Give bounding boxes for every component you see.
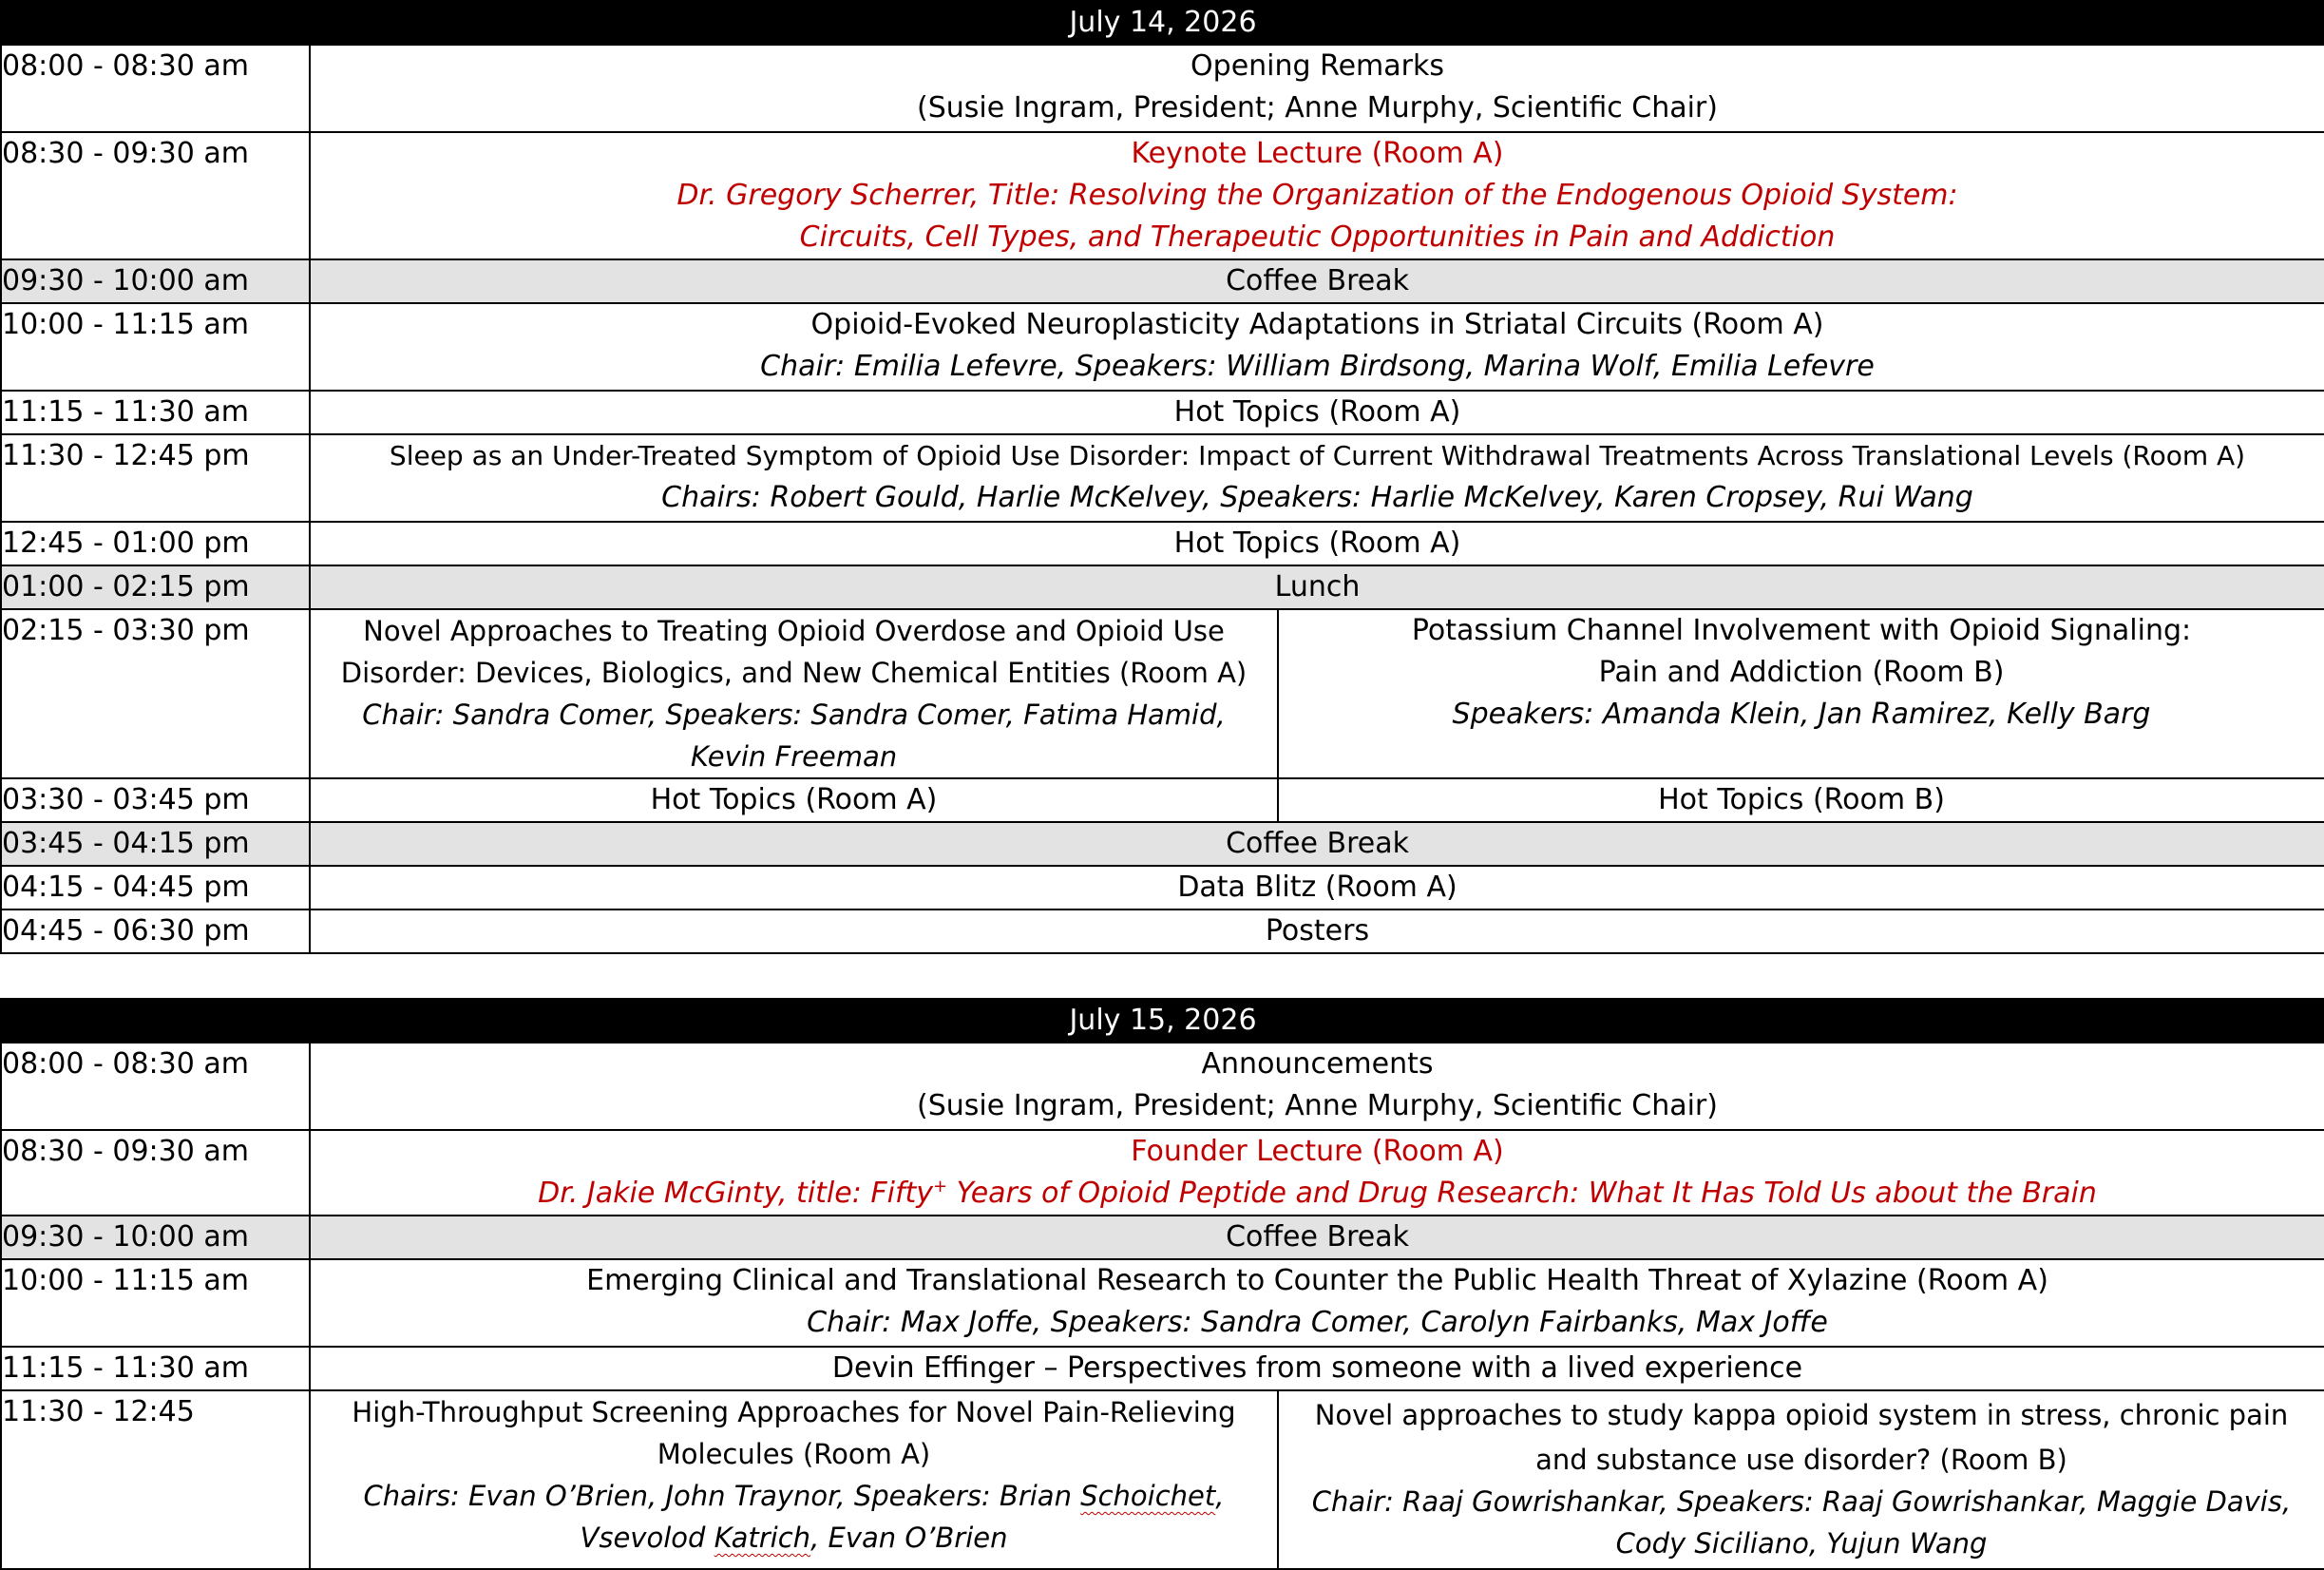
event-detail: (Susie Ingram, President; Anne Murphy, Scientific Chair) xyxy=(917,1089,1718,1122)
event-detail: Chair: Sandra Comer, Speakers: Sandra Comer, Fatima Hamid, xyxy=(362,699,1226,731)
detail-text: , xyxy=(1215,1480,1225,1512)
time-slot: 02:15 - 03:30 pm xyxy=(1,609,310,778)
detail-text: Vsevolod xyxy=(580,1522,714,1554)
event-detail: Chairs: Robert Gould, Harlie McKelvey, Speakers: Harlie McKelvey, Karen Cropsey, Rui Wang xyxy=(661,481,1973,514)
event-title: Opioid-Evoked Neuroplasticity Adaptations in Striatal Circuits (Room A) xyxy=(810,308,1824,341)
event-title: High-Throughput Screening Approaches for Novel Pain-Relieving xyxy=(352,1396,1236,1428)
time-slot: 11:30 - 12:45 xyxy=(1,1390,310,1569)
event-title: Data Blitz (Room A) xyxy=(310,866,2324,909)
event-title: Lunch xyxy=(310,565,2324,609)
schedule-row xyxy=(1,132,2324,259)
event-title: Molecules (Room A) xyxy=(657,1438,931,1470)
time-slot: 10:00 - 11:15 am xyxy=(1,1259,310,1347)
time-slot: 03:45 - 04:15 pm xyxy=(1,822,310,866)
time-slot: 03:30 - 03:45 pm xyxy=(1,778,310,822)
event-detail: Speakers: Amanda Klein, Jan Ramirez, Kelly Barg xyxy=(1452,698,2151,731)
schedule-row-break xyxy=(1,822,2324,866)
spellcheck-word: Schoichet xyxy=(1080,1480,1216,1512)
schedule-row xyxy=(1,1347,2324,1390)
event-title: Hot Topics (Room A) xyxy=(310,391,2324,434)
time-slot: 10:00 - 11:15 am xyxy=(1,303,310,391)
schedule-row-break xyxy=(1,565,2324,609)
event-title: Novel Approaches to Treating Opioid Overdose and Opioid Use xyxy=(363,615,1225,647)
event-title: Coffee Break xyxy=(310,1216,2324,1259)
time-slot: 12:45 - 01:00 pm xyxy=(1,522,310,565)
schedule-row xyxy=(1,45,2324,132)
event-title: Devin Effinger – Perspectives from someone with a lived experience xyxy=(310,1347,2324,1390)
schedule-day-2 xyxy=(0,998,2324,1570)
schedule-row xyxy=(1,434,2324,522)
schedule-row xyxy=(1,303,2324,391)
event-title: Sleep as an Under-Treated Symptom of Opioid Use Disorder: Impact of Current Withdrawal Treatments Across Translational Levels (Room A) xyxy=(389,440,2246,471)
event-cell xyxy=(310,45,2324,132)
time-slot: 08:00 - 08:30 am xyxy=(1,45,310,132)
event-title: Posters xyxy=(310,909,2324,953)
event-title: Potassium Channel Involvement with Opioid Signaling: xyxy=(1411,614,2192,647)
time-slot: 11:30 - 12:45 pm xyxy=(1,434,310,522)
event-detail: Kevin Freeman xyxy=(690,740,898,773)
time-slot: 11:15 - 11:30 am xyxy=(1,1347,310,1390)
detail-text: Chairs: Evan O’Brien, John Traynor, Speakers: Brian xyxy=(363,1480,1081,1512)
event-cell xyxy=(310,1259,2324,1347)
event-detail xyxy=(311,1475,1277,1517)
day-header: July 15, 2026 xyxy=(1,999,2324,1043)
event-cell xyxy=(310,434,2324,522)
event-cell-room-a xyxy=(310,1390,1278,1569)
time-slot: 01:00 - 02:15 pm xyxy=(1,565,310,609)
time-slot: 08:30 - 09:30 am xyxy=(1,1130,310,1216)
event-title: Hot Topics (Room A) xyxy=(310,778,1278,822)
schedule-row xyxy=(1,1259,2324,1347)
detail-text: Dr. Jakie McGinty, title: Fifty xyxy=(538,1177,934,1210)
founder-lecture-cell xyxy=(310,1130,2324,1216)
event-detail: Chair: Raaj Gowrishankar, Speakers: Raaj Gowrishankar, Maggie Davis, xyxy=(1311,1485,2292,1518)
event-detail xyxy=(311,1173,2324,1215)
time-slot: 09:30 - 10:00 am xyxy=(1,1216,310,1259)
event-cell-room-a xyxy=(310,609,1278,778)
event-title: Pain and Addiction (Room B) xyxy=(1598,656,2005,689)
event-detail xyxy=(311,1517,1277,1559)
event-title: Opening Remarks xyxy=(1191,49,1444,83)
time-slot: 09:30 - 10:00 am xyxy=(1,259,310,303)
event-detail: Cody Siciliano, Yujun Wang xyxy=(1615,1527,1988,1560)
schedule-row xyxy=(1,609,2324,778)
superscript-plus: + xyxy=(933,1177,948,1197)
event-cell xyxy=(310,1043,2324,1130)
event-detail: Circuits, Cell Types, and Therapeutic Opportunities in Pain and Addiction xyxy=(799,220,1836,254)
schedule-row xyxy=(1,909,2324,953)
event-cell xyxy=(310,303,2324,391)
schedule-row xyxy=(1,1390,2324,1569)
time-slot: 08:00 - 08:30 am xyxy=(1,1043,310,1130)
time-slot: 11:15 - 11:30 am xyxy=(1,391,310,434)
time-slot: 08:30 - 09:30 am xyxy=(1,132,310,259)
event-title: Novel approaches to study kappa opioid system in stress, chronic pain xyxy=(1314,1399,2289,1431)
detail-text: Years of Opioid Peptide and Drug Research: What It Has Told Us about the Brain xyxy=(947,1177,2097,1210)
event-cell-room-b xyxy=(1278,609,2324,778)
event-detail: Chair: Max Joffe, Speakers: Sandra Comer, Carolyn Fairbanks, Max Joffe xyxy=(807,1306,1828,1339)
schedule-row xyxy=(1,866,2324,909)
event-detail: Chair: Emilia Lefevre, Speakers: William Birdsong, Marina Wolf, Emilia Lefevre xyxy=(760,350,1875,383)
schedule-row xyxy=(1,778,2324,822)
day-header: July 14, 2026 xyxy=(1,1,2324,45)
event-detail: (Susie Ingram, President; Anne Murphy, Scientific Chair) xyxy=(917,91,1718,124)
event-title: Disorder: Devices, Biologics, and New Chemical Entities (Room A) xyxy=(340,657,1248,689)
event-title: Keynote Lecture (Room A) xyxy=(1131,137,1504,170)
schedule-row xyxy=(1,1130,2324,1216)
event-title: Coffee Break xyxy=(310,822,2324,866)
schedule-row xyxy=(1,1043,2324,1130)
keynote-cell xyxy=(310,132,2324,259)
event-title: Coffee Break xyxy=(310,259,2324,303)
event-title: and substance use disorder? (Room B) xyxy=(1535,1444,2067,1476)
spellcheck-word: Katrich xyxy=(714,1522,811,1554)
event-detail: Dr. Gregory Scherrer, Title: Resolving the Organization of the Endogenous Opioid System: xyxy=(676,179,1958,212)
time-slot: 04:45 - 06:30 pm xyxy=(1,909,310,953)
event-title: Hot Topics (Room B) xyxy=(1278,778,2324,822)
event-title: Announcements xyxy=(1201,1047,1434,1081)
event-title: Hot Topics (Room A) xyxy=(310,522,2324,565)
detail-text: , Evan O’Brien xyxy=(810,1522,1008,1554)
schedule-row-break xyxy=(1,259,2324,303)
event-cell-room-b xyxy=(1278,1390,2324,1569)
schedule-row xyxy=(1,522,2324,565)
event-title: Founder Lecture (Room A) xyxy=(1131,1135,1504,1168)
time-slot: 04:15 - 04:45 pm xyxy=(1,866,310,909)
event-title: Emerging Clinical and Translational Research to Counter the Public Health Threat of Xylazine (Room A) xyxy=(586,1264,2048,1297)
schedule-row-break xyxy=(1,1216,2324,1259)
schedule-row xyxy=(1,391,2324,434)
